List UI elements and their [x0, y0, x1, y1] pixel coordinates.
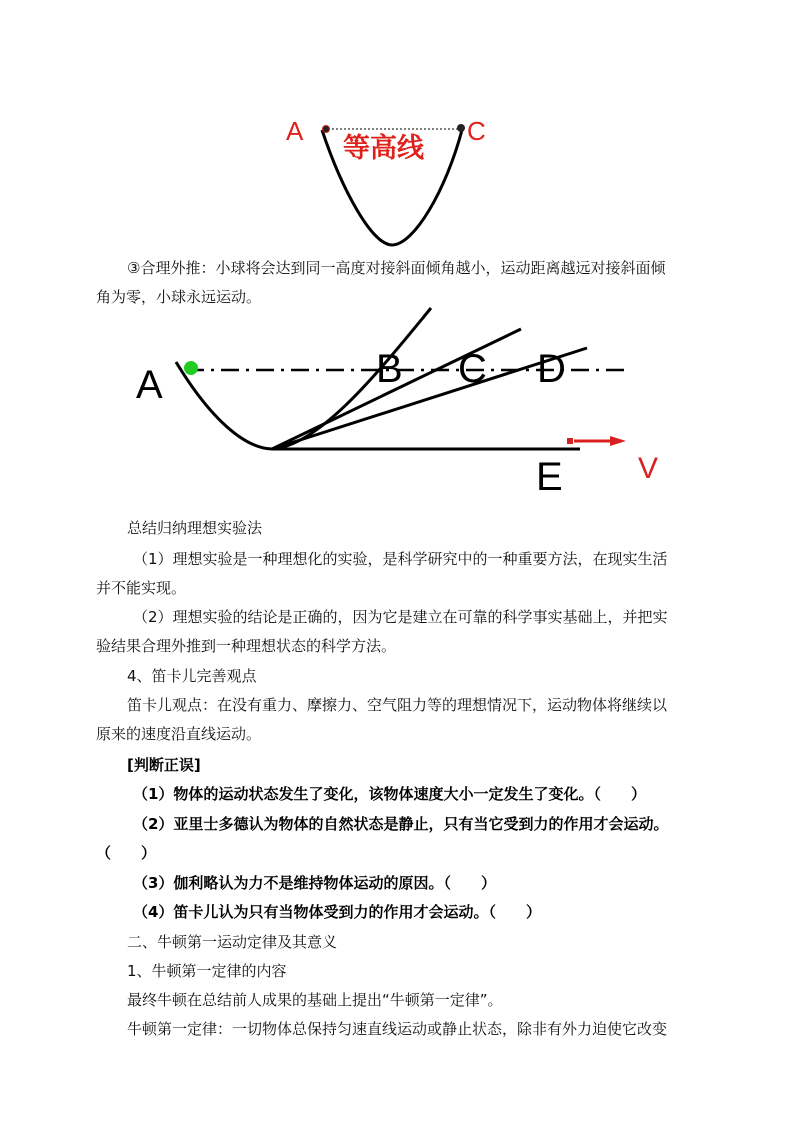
descartes-line2: 原来的速度沿直线运动。 [96, 725, 262, 743]
descartes-line1: 笛卡儿观点：在没有重力、摩擦力、空气阻力等的理想情况下，运动物体将继续以 [127, 696, 668, 714]
fig1-caption: 等高线 [343, 133, 424, 164]
green-ball-icon [184, 361, 198, 375]
section2-line2: 牛顿第一定律：一切物体总保持匀速直线运动或静止状态，除非有外力迫使它改变 [127, 1020, 668, 1038]
figure-ideal-experiment [0, 300, 794, 510]
summary-item1-line2: 并不能实现。 [96, 579, 187, 597]
fig2-label-d: D [537, 347, 566, 391]
left-ramp-curve [176, 362, 272, 449]
extrapolation-line-2: 角为零，小球永远运动。 [96, 288, 262, 306]
section2-sub1: 1、牛顿第一定律的内容 [127, 962, 287, 980]
ball-right-icon [457, 124, 465, 132]
fig2-label-v: V [638, 452, 659, 485]
judge-heading: [判断正误] [127, 756, 201, 774]
ball-left-icon [323, 126, 330, 133]
velocity-arrow-icon [567, 436, 626, 446]
summary-item2-line2: 验结果合理外推到一种理想状态的科学方法。 [96, 637, 397, 655]
fig2-label-e: E [536, 455, 563, 499]
judge-q1: （1）物体的运动状态发生了变化，该物体速度大小一定发生了变化。（ ） [133, 785, 646, 803]
section2-line1: 最终牛顿在总结前人成果的基础上提出“牛顿第一定律”。 [127, 991, 503, 1009]
fig1-label-a: A [286, 116, 304, 146]
judge-q2-line2: （ ） [96, 844, 157, 862]
summary-heading: 总结归纳理想实验法 [127, 519, 263, 537]
extrapolation-line-1: ③合理外推：小球将会达到同一高度对接斜面倾角越小，运动距离越远对接斜面倾 [127, 259, 666, 277]
fig2-label-c: C [458, 347, 487, 391]
summary-item1-line1: （1）理想实验是一种理想化的实验，是科学研究中的一种重要方法，在现实生活 [133, 550, 668, 568]
fig1-label-c: C [467, 116, 486, 146]
summary-item2-line1: （2）理想实验的结论是正确的，因为它是建立在可靠的科学事实基础上，并把实 [133, 608, 668, 626]
descartes-heading: 4、笛卡儿完善观点 [127, 667, 257, 685]
judge-q3: （3）伽利略认为力不是维持物体运动的原因。（ ） [133, 874, 496, 892]
fig2-label-a: A [136, 363, 163, 407]
fig2-label-b: B [376, 347, 403, 391]
incline-b [272, 308, 431, 449]
section2-heading: 二、牛顿第一运动定律及其意义 [127, 933, 338, 951]
judge-q4: （4）笛卡儿认为只有当物体受到力的作用才会运动。（ ） [133, 903, 541, 921]
judge-q2-line1: （2）亚里士多德认为物体的自然状态是静止，只有当它受到力的作用才会运动。 [133, 815, 669, 833]
